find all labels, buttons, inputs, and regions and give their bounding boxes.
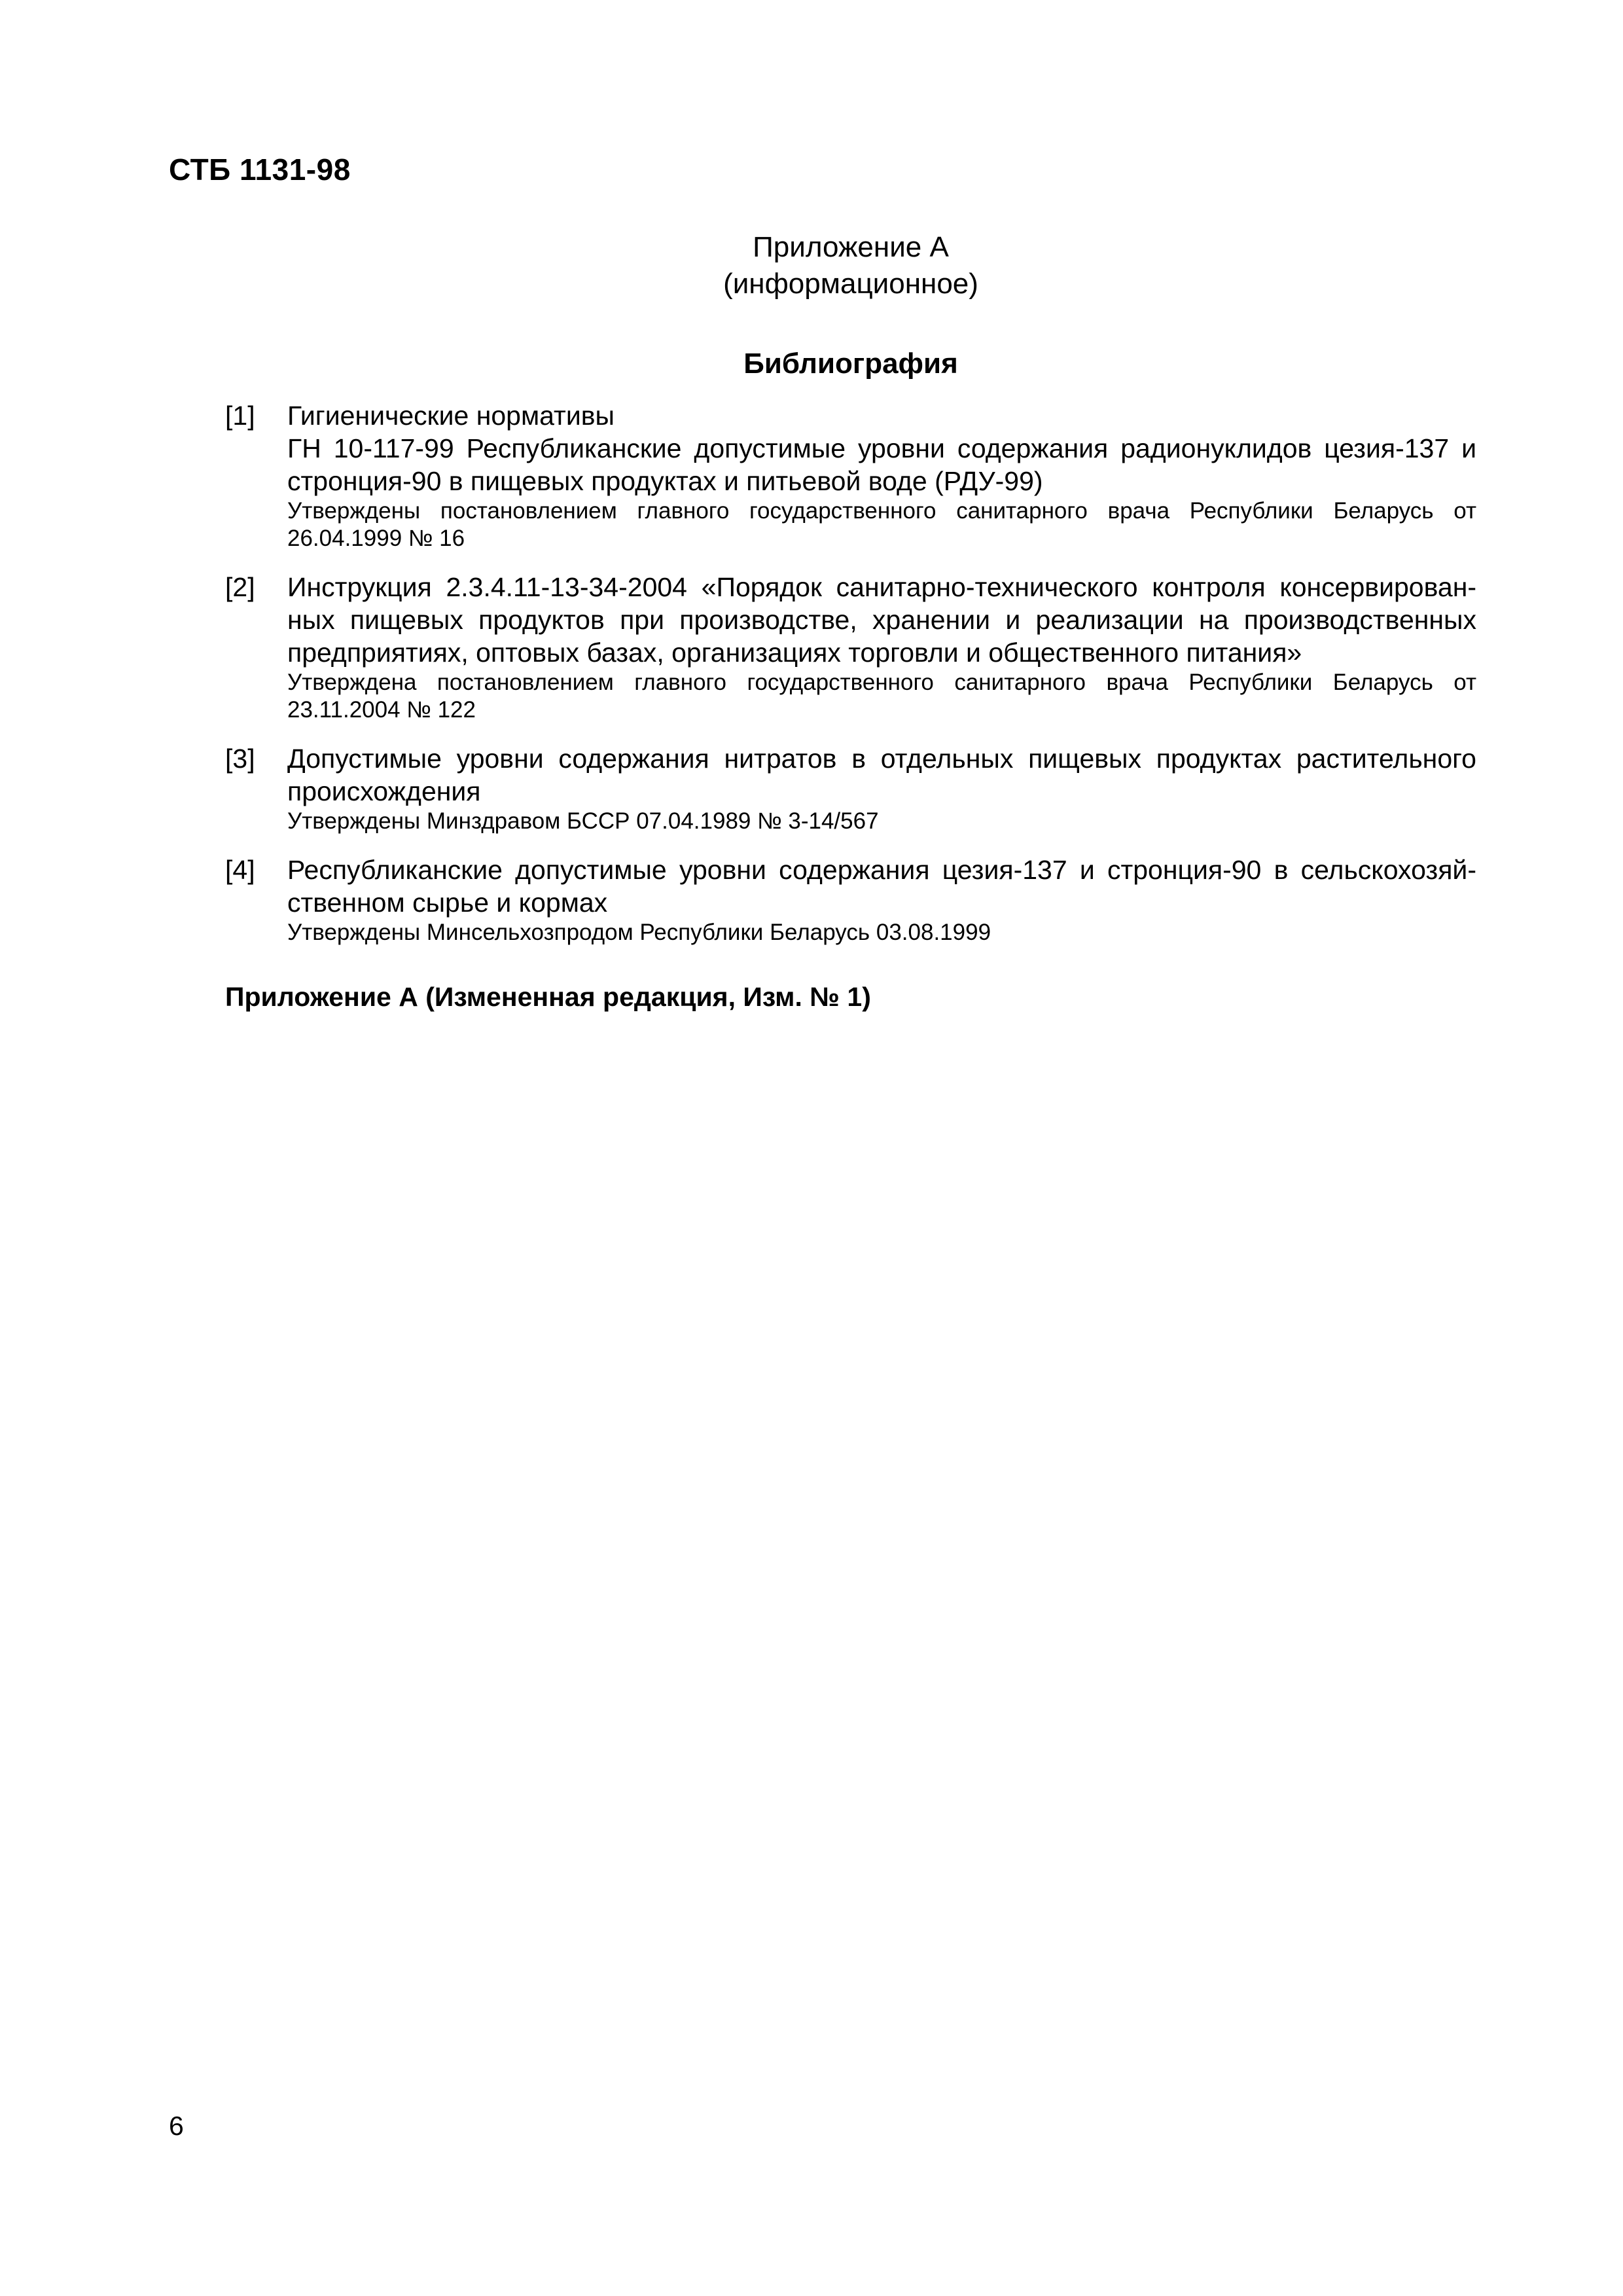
annex-heading xyxy=(225,229,1476,382)
reference-number: [1] xyxy=(225,401,255,431)
reference-number: [2] xyxy=(225,572,255,602)
annex-kind: (информационное) xyxy=(723,268,978,300)
reference-number: [4] xyxy=(225,855,255,885)
bibliography-title: Библиография xyxy=(743,348,958,380)
bibliography-item xyxy=(225,399,1476,552)
reference-approval-note: Утверждены постановлением главного государственного санитарного врача Республики Беларусь от 26.04.1999 № 16 xyxy=(287,498,1476,551)
reference-approval-note: Утверждена постановлением главного государственного санитарного врача Республики Беларусь от 23.11.2004 № 122 xyxy=(287,670,1476,723)
reference-approval-note: Утверждены Минздравом БССР 07.04.1989 № 3-14/567 xyxy=(287,808,879,834)
reference-title: Инструкция 2.3.4.11-13-34-2004 «Порядок санитарно-технического контроля консервированных пищевых продуктов при производстве, хранении и реализации на производственных предприятиях, оптовых базах, организациях торговли и общественного питания» xyxy=(287,572,1476,668)
annex-title: Приложение А xyxy=(753,231,949,263)
reference-title: Гигиенические нормативы xyxy=(287,401,615,431)
bibliography-item xyxy=(225,571,1476,724)
bibliography-list xyxy=(225,399,1476,965)
reference-number: [3] xyxy=(225,744,255,774)
reference-title: Допустимые уровни содержания нитратов в отдельных пищевых продуктах растительного происхождения xyxy=(287,744,1476,806)
page-number: 6 xyxy=(169,2111,184,2141)
reference-title: ГН 10-117-99 Республиканские допустимые уровни содержания радионуклидов цезия-137 и стронция-90 в пищевых продуктах и питьевой воде (РДУ-99) xyxy=(287,433,1476,496)
bibliography-item xyxy=(225,853,1476,946)
document-code: СТБ 1131-98 xyxy=(169,152,351,187)
bibliography-item xyxy=(225,742,1476,835)
reference-approval-note: Утверждены Минсельхозпродом Республики Беларусь 03.08.1999 xyxy=(287,920,991,945)
reference-title: Республиканские допустимые уровни содержания цезия-137 и стронция-90 в сельскохозяйственном сырье и кормах xyxy=(287,855,1476,918)
amendment-note: Приложение А (Измененная редакция, Изм. № 1) xyxy=(225,982,871,1012)
